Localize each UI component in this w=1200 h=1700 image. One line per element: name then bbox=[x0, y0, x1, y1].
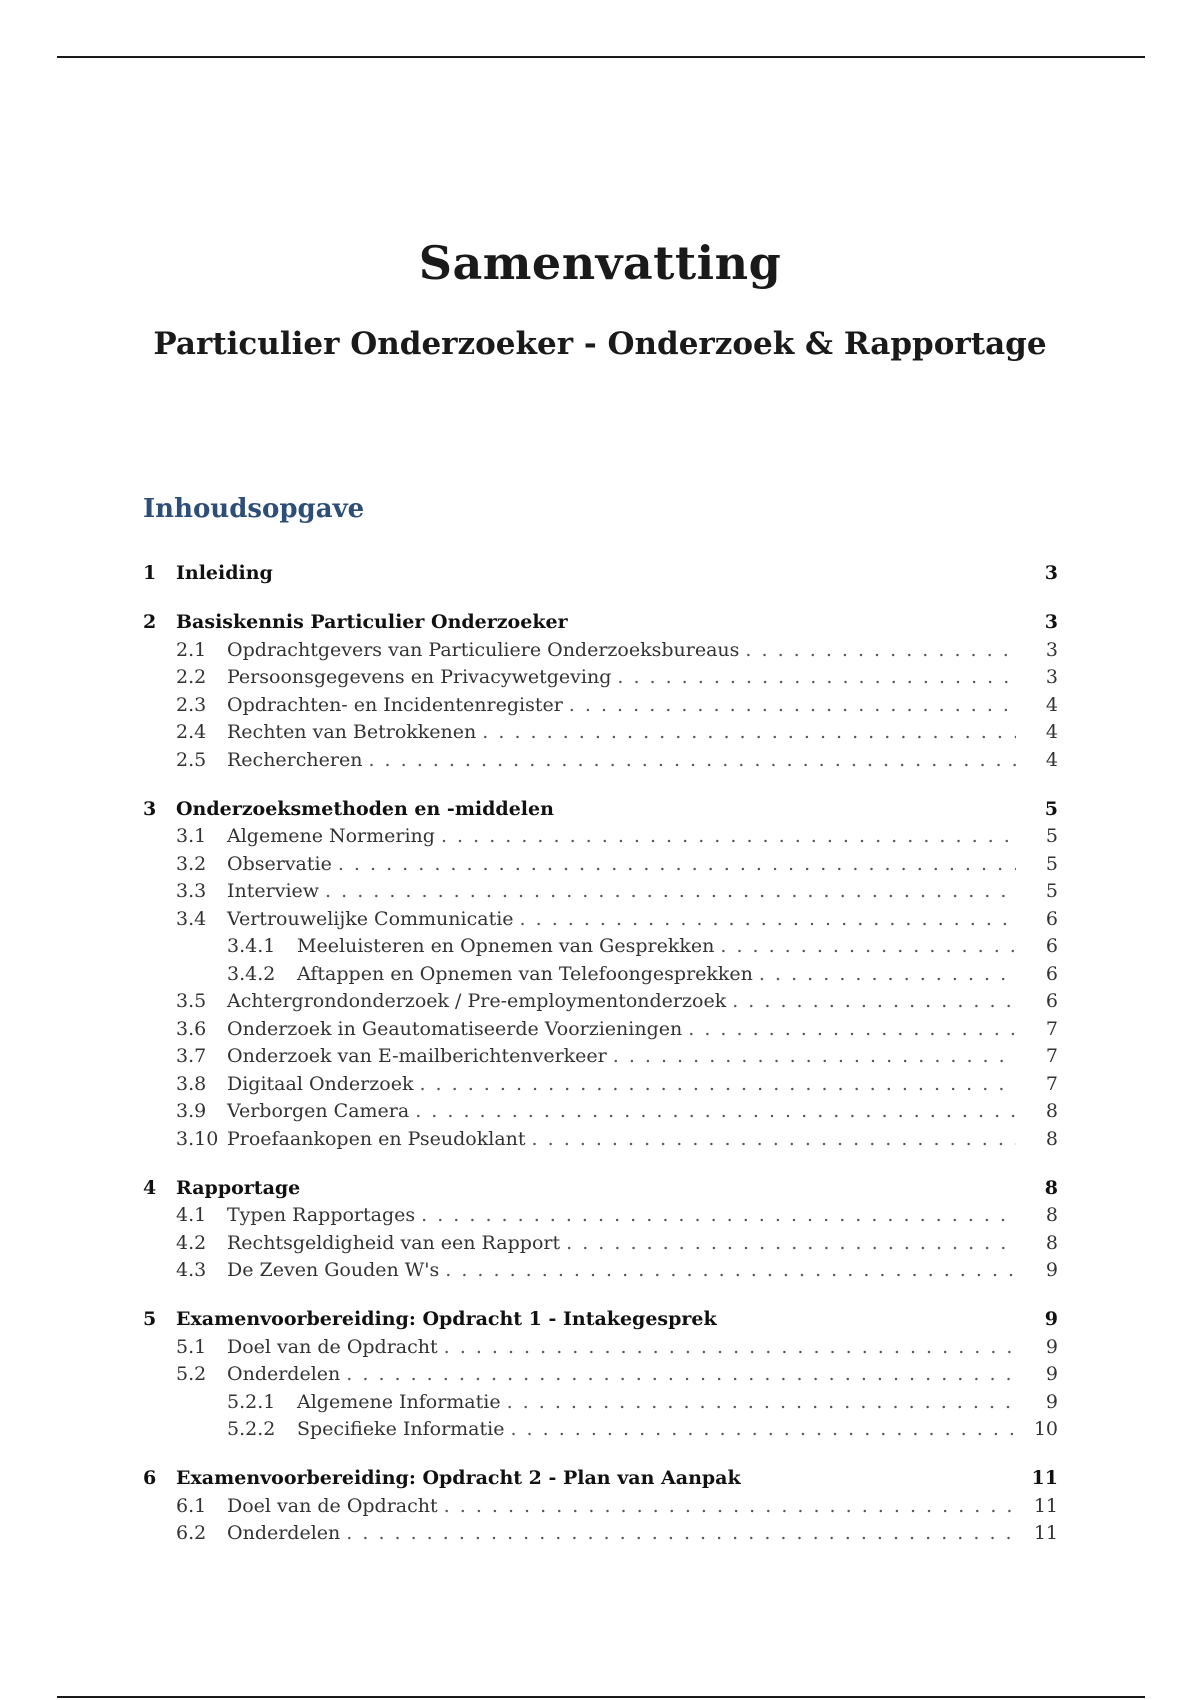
toc-entry-number: 3.7 bbox=[176, 1045, 207, 1067]
toc-entry-page: 8 bbox=[1045, 1204, 1058, 1226]
toc-entry[interactable] bbox=[143, 1230, 1058, 1258]
toc-entry-number: 3.4.1 bbox=[227, 935, 276, 957]
toc-entry-number: 2.4 bbox=[176, 721, 207, 743]
toc-entry[interactable] bbox=[143, 796, 1058, 824]
toc-dot-leader bbox=[346, 1361, 1016, 1389]
toc-entry-page: 7 bbox=[1045, 1017, 1058, 1040]
toc-entry-page: 6 bbox=[1045, 935, 1058, 957]
toc-entry[interactable] bbox=[143, 988, 1058, 1016]
toc-entry[interactable] bbox=[143, 961, 1058, 989]
toc-entry-title: Onderzoek in Geautomatiseerde Voorzieningen bbox=[227, 1016, 688, 1044]
toc-entry-number: 2.1 bbox=[176, 638, 207, 661]
toc-entry-page: 7 bbox=[1045, 1045, 1058, 1067]
toc-entry-page: 4 bbox=[1045, 748, 1058, 771]
toc-entry-number: 4.3 bbox=[176, 1259, 207, 1281]
toc-dot-leader bbox=[507, 1389, 1016, 1417]
toc-entry-number: 4.1 bbox=[176, 1204, 207, 1226]
toc-entry-title: De Zeven Gouden W's bbox=[227, 1257, 445, 1285]
toc-entry-page: 6 bbox=[1045, 990, 1058, 1012]
toc-entry-number: 3.9 bbox=[176, 1100, 207, 1122]
toc-entry-page: 6 bbox=[1045, 907, 1058, 930]
toc-dot-leader bbox=[368, 747, 1016, 775]
toc-entry-title: Rechercheren bbox=[227, 747, 368, 775]
toc-entry-number: 4.2 bbox=[176, 1231, 207, 1254]
toc-entry-number: 5 bbox=[143, 1308, 157, 1330]
toc-dot-leader bbox=[613, 1043, 1016, 1071]
toc-entry-title: Proefaankopen en Pseudoklant bbox=[227, 1126, 532, 1154]
header-rule bbox=[57, 56, 1145, 58]
toc-entry-title: Vertrouwelijke Communicatie bbox=[227, 906, 520, 934]
toc-entry[interactable] bbox=[143, 1465, 1058, 1493]
toc-entry-title: Onderdelen bbox=[227, 1520, 346, 1548]
toc-dot-leader bbox=[415, 1098, 1016, 1126]
toc-entry[interactable] bbox=[143, 1202, 1058, 1230]
toc-entry-page: 10 bbox=[1033, 1418, 1058, 1440]
toc-entry[interactable] bbox=[143, 1016, 1058, 1044]
toc-dot-leader bbox=[346, 1520, 1016, 1548]
toc-entry-number: 5.2 bbox=[176, 1363, 207, 1385]
toc-entry-title: Rapportage bbox=[176, 1175, 306, 1203]
toc-entry[interactable] bbox=[143, 747, 1058, 775]
toc-dot-leader bbox=[325, 878, 1016, 906]
toc-entry-number: 4 bbox=[143, 1176, 157, 1199]
toc-dot-leader bbox=[444, 1493, 1016, 1521]
toc-dot-leader bbox=[441, 823, 1016, 851]
toc-dot-leader bbox=[720, 933, 1016, 961]
toc-entry-number: 3 bbox=[143, 797, 157, 820]
table-of-contents bbox=[143, 560, 1058, 1548]
toc-dot-leader bbox=[569, 692, 1016, 720]
toc-entry-title: Interview bbox=[227, 878, 325, 906]
toc-entry[interactable] bbox=[143, 1334, 1058, 1362]
footer-rule bbox=[57, 1696, 1145, 1698]
toc-entry-number: 5.2.2 bbox=[227, 1418, 276, 1440]
toc-entry-page: 8 bbox=[1045, 1231, 1058, 1254]
toc-entry-title: Digitaal Onderzoek bbox=[227, 1071, 419, 1099]
toc-entry-page: 7 bbox=[1045, 1072, 1058, 1095]
toc-entry-title: Opdrachtgevers van Particuliere Onderzoeksbureaus bbox=[227, 637, 745, 665]
toc-entry-page: 8 bbox=[1045, 1100, 1058, 1122]
toc-entry-number: 2.3 bbox=[176, 693, 207, 716]
toc-entry[interactable] bbox=[143, 1493, 1058, 1521]
toc-entry-title: Rechten van Betrokkenen bbox=[227, 719, 482, 747]
toc-entry-number: 5.1 bbox=[176, 1335, 207, 1358]
toc-entry-number: 3.3 bbox=[176, 880, 207, 902]
toc-dot-leader bbox=[617, 664, 1016, 692]
toc-entry-number: 3.5 bbox=[176, 990, 207, 1012]
toc-entry-number: 3.4.2 bbox=[227, 962, 276, 985]
toc-entry-title: Examenvoorbereiding: Opdracht 1 - Intakegesprek bbox=[176, 1306, 723, 1334]
document-subtitle: Particulier Onderzoeker - Onderzoek & Rapportage bbox=[153, 326, 1047, 362]
toc-entry[interactable] bbox=[143, 719, 1058, 747]
toc-dot-leader bbox=[444, 1334, 1016, 1362]
toc-entry[interactable] bbox=[143, 1098, 1058, 1126]
toc-entry-page: 9 bbox=[1045, 1390, 1058, 1413]
toc-entry-title: Specifieke Informatie bbox=[297, 1416, 510, 1444]
toc-entry-page: 6 bbox=[1045, 962, 1058, 985]
toc-entry[interactable] bbox=[143, 1071, 1058, 1099]
toc-dot-leader bbox=[482, 719, 1016, 747]
toc-dot-leader bbox=[421, 1202, 1016, 1230]
toc-dot-leader bbox=[688, 1016, 1016, 1044]
toc-entry-title: Verborgen Camera bbox=[227, 1098, 415, 1126]
toc-entry-page: 11 bbox=[1031, 1467, 1058, 1489]
toc-entry-title: Persoonsgegevens en Privacywetgeving bbox=[227, 664, 617, 692]
toc-entry-title: Onderzoek van E-mailberichtenverkeer bbox=[227, 1043, 613, 1071]
toc-entry[interactable] bbox=[143, 692, 1058, 720]
toc-entry-title: Typen Rapportages bbox=[227, 1202, 421, 1230]
toc-entry-page: 3 bbox=[1044, 611, 1058, 633]
toc-entry-page: 8 bbox=[1045, 1127, 1058, 1150]
toc-entry[interactable] bbox=[143, 906, 1058, 934]
toc-entry-number: 3.2 bbox=[176, 852, 207, 875]
toc-entry-number: 2.2 bbox=[176, 666, 207, 688]
toc-entry-page: 4 bbox=[1045, 721, 1058, 743]
toc-dot-leader bbox=[520, 906, 1016, 934]
toc-dot-leader bbox=[510, 1416, 1016, 1444]
toc-entry-title: Doel van de Opdracht bbox=[227, 1334, 444, 1362]
toc-entry-number: 3.1 bbox=[176, 825, 207, 847]
toc-entry-page: 9 bbox=[1045, 1335, 1058, 1358]
toc-entry[interactable] bbox=[143, 1257, 1058, 1285]
toc-entry[interactable] bbox=[143, 1361, 1058, 1389]
toc-dot-leader bbox=[745, 637, 1016, 665]
toc-entry-number: 2.5 bbox=[176, 748, 207, 771]
toc-entry-title: Aftappen en Opnemen van Telefoongesprekken bbox=[297, 961, 759, 989]
toc-entry-title: Onderzoeksmethoden en -middelen bbox=[176, 796, 560, 824]
toc-entry-title: Onderdelen bbox=[227, 1361, 346, 1389]
toc-entry[interactable] bbox=[143, 1306, 1058, 1334]
toc-entry-number: 2 bbox=[143, 611, 157, 633]
toc-entry-title: Examenvoorbereiding: Opdracht 2 - Plan van Aanpak bbox=[176, 1465, 747, 1493]
toc-entry-page: 5 bbox=[1044, 797, 1058, 820]
toc-entry-page: 5 bbox=[1045, 852, 1058, 875]
toc-entry-page: 9 bbox=[1045, 1363, 1058, 1385]
toc-entry-title: Achtergrondonderzoek / Pre-employmentonderzoek bbox=[227, 988, 732, 1016]
toc-entry-title: Opdrachten- en Incidentenregister bbox=[227, 692, 569, 720]
toc-entry[interactable] bbox=[143, 637, 1058, 665]
toc-entry-page: 4 bbox=[1045, 693, 1058, 716]
toc-entry-number: 5.2.1 bbox=[227, 1390, 276, 1413]
toc-entry-page: 8 bbox=[1044, 1176, 1058, 1199]
toc-entry[interactable] bbox=[143, 851, 1058, 879]
toc-entry-page: 9 bbox=[1045, 1259, 1058, 1281]
toc-entry-title: Rechtsgeldigheid van een Rapport bbox=[227, 1230, 566, 1258]
toc-entry[interactable] bbox=[143, 1416, 1058, 1444]
toc-dot-leader bbox=[419, 1071, 1016, 1099]
toc-dot-leader bbox=[566, 1230, 1016, 1258]
toc-entry[interactable] bbox=[143, 823, 1058, 851]
toc-entry-title: Observatie bbox=[227, 851, 338, 879]
toc-entry-number: 1 bbox=[143, 562, 157, 584]
toc-dot-leader bbox=[532, 1126, 1016, 1154]
toc-dot-leader bbox=[759, 961, 1016, 989]
toc-dot-leader bbox=[732, 988, 1016, 1016]
toc-entry[interactable] bbox=[143, 933, 1058, 961]
toc-entry-page: 11 bbox=[1033, 1522, 1058, 1544]
toc-entry[interactable] bbox=[143, 1126, 1058, 1154]
toc-entry-title: Algemene Informatie bbox=[297, 1389, 507, 1417]
toc-entry-page: 3 bbox=[1044, 562, 1058, 584]
toc-entry[interactable] bbox=[143, 1043, 1058, 1071]
toc-entry[interactable] bbox=[143, 664, 1058, 692]
toc-entry[interactable] bbox=[143, 1389, 1058, 1417]
toc-entry-number: 3.6 bbox=[176, 1017, 207, 1040]
toc-entry[interactable] bbox=[143, 1520, 1058, 1548]
toc-dot-leader bbox=[445, 1257, 1016, 1285]
toc-entry[interactable] bbox=[143, 609, 1058, 637]
toc-entry[interactable] bbox=[143, 878, 1058, 906]
toc-entry-page: 3 bbox=[1045, 638, 1058, 661]
toc-dot-leader bbox=[338, 851, 1016, 879]
toc-entry-number: 6.1 bbox=[176, 1494, 207, 1517]
toc-entry-title: Doel van de Opdracht bbox=[227, 1493, 444, 1521]
toc-entry-title: Algemene Normering bbox=[227, 823, 441, 851]
toc-entry-number: 3.10 bbox=[176, 1127, 219, 1150]
document-title: Samenvatting bbox=[418, 236, 782, 290]
toc-entry-number: 6 bbox=[143, 1467, 157, 1489]
toc-entry[interactable] bbox=[143, 560, 1058, 588]
toc-entry-page: 9 bbox=[1044, 1308, 1058, 1330]
toc-entry-page: 5 bbox=[1045, 825, 1058, 847]
toc-heading: Inhoudsopgave bbox=[143, 494, 365, 524]
toc-entry-number: 3.4 bbox=[176, 907, 207, 930]
toc-entry-page: 11 bbox=[1033, 1494, 1058, 1517]
toc-entry-number: 3.8 bbox=[176, 1072, 207, 1095]
toc-entry-title: Basiskennis Particulier Onderzoeker bbox=[176, 609, 574, 637]
toc-entry-title: Meeluisteren en Opnemen van Gesprekken bbox=[297, 933, 720, 961]
toc-entry-number: 6.2 bbox=[176, 1522, 207, 1544]
toc-entry[interactable] bbox=[143, 1175, 1058, 1203]
toc-entry-page: 3 bbox=[1045, 666, 1058, 688]
toc-entry-title: Inleiding bbox=[176, 560, 279, 588]
toc-entry-page: 5 bbox=[1045, 880, 1058, 902]
